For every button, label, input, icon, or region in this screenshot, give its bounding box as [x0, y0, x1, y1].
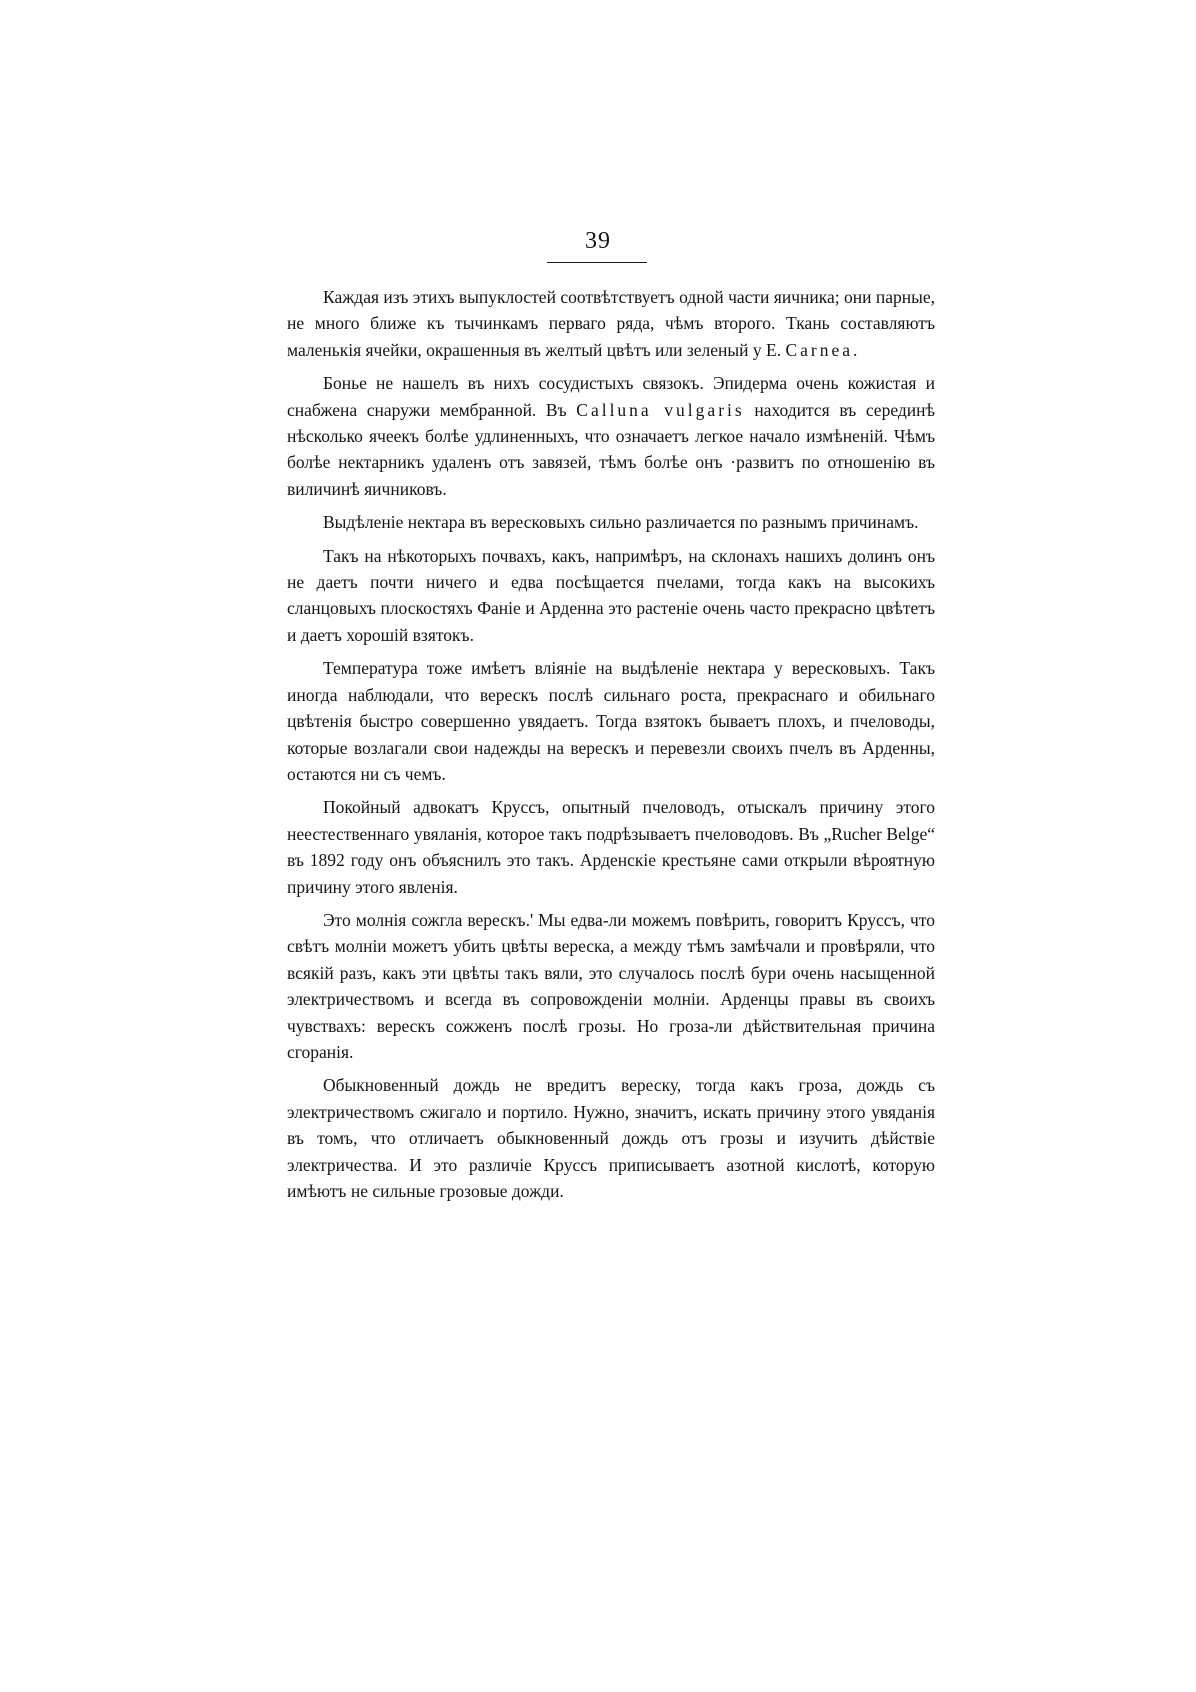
page-number-rule: [547, 262, 647, 263]
species-name: Calluna vulgaris: [576, 399, 745, 420]
species-name: Carnea: [785, 339, 854, 360]
text-run: Покойный адвокатъ Круссъ, опытный пчеловодъ, отыскалъ причину этого неестественнаго увяланія, которое такъ подрѣзываетъ пчеловодовъ. Въ „Rucher Belge“ въ 1892 году онъ объяснилъ это такъ. Арденскіе крестьяне сами открыли вѣроятную причину этого явленія.: [287, 797, 935, 897]
paragraph-6: [287, 794, 935, 900]
text-run: Обыкновенный дождь не вредитъ вереску, тогда какъ гроза, дождь съ электричествомъ сжигало и портило. Нужно, значитъ, искать причину этого увяданія въ томъ, что отличаетъ обыкновенный дождь отъ грозы и изучить дѣйствіе электричества. И это различіе Круссъ приписываетъ азотной кислотѣ, которую имѣютъ не сильные грозовые дожди.: [287, 1075, 935, 1201]
paragraph-2: [287, 370, 935, 502]
text-run: Такъ на нѣкоторыхъ почвахъ, какъ, напримѣръ, на склонахъ нашихъ долинъ онъ не даетъ почти ничего и едва посѣщается пчелами, тогда какъ на высокихъ сланцовыхъ плоскостяхъ Фаніе и Арденна это растеніе очень часто прекрасно цвѣтетъ и даетъ хорошій взятокъ.: [287, 545, 935, 645]
text-run: .: [853, 339, 858, 360]
text-run: Каждая изъ этихъ выпуклостей соотвѣтствуетъ одной части яичника; они парные, не много ближе къ тычинкамъ перваго ряда, чѣмъ второго. Ткань составляютъ маленькія ячейки, окрашенныя въ желтый цвѣтъ или зеленый у Е.: [287, 287, 935, 360]
text-run: Выдѣленіе нектара въ вересковыхъ сильно различается по разнымъ причинамъ.: [323, 512, 919, 533]
text-run: Бонье не нашелъ въ нихъ сосудистыхъ связокъ. Эпидерма очень кожистая и снабжена снаружи мембранной. Въ: [287, 373, 935, 420]
page-number: 39: [585, 228, 611, 254]
paragraph-1: [287, 284, 935, 363]
paragraph-4: [287, 543, 935, 649]
paragraph-5: [287, 655, 935, 787]
text-run: Температура тоже имѣетъ вліяніе на выдѣленіе нектара у вересковыхъ. Такъ иногда наблюдали, что верескъ послѣ сильнаго роста, прекраснаго и обильнаго цвѣтенія быстро совершенно увядаетъ. Тогда взятокъ бываетъ плохъ, и пчеловоды, которые возлагали свои надежды на верескъ и перевезли своихъ пчелъ въ Арденны, остаются ни съ чемъ.: [287, 658, 935, 784]
paragraph-7: [287, 907, 935, 1065]
paragraph-3: [287, 509, 935, 535]
text-run: находится въ серединѣ нѣсколько ячеекъ болѣе удлиненныхъ, что означаетъ легкое начало измѣненій. Чѣмъ болѣе нектарникъ удаленъ отъ завязей, тѣмъ болѣе онъ ·развитъ по отношенію въ виличинѣ яичниковъ.: [287, 399, 935, 499]
text-run: Это молнія сожгла верескъ.' Мы едва-ли можемъ повѣрить, говоритъ Круссъ, что свѣтъ молніи можетъ убить цвѣты вереска, а между тѣмъ замѣчали и провѣряли, что всякій разъ, какъ эти цвѣты такъ вяли, это случалось послѣ бури очень насыщенной электричествомъ и всегда въ сопровожденіи молніи. Арденцы правы въ своихъ чувствахъ: верескъ сожженъ послѣ грозы. Но гроза-ли дѣйствительная причина сгоранія.: [287, 909, 935, 1062]
paragraph-8: [287, 1072, 935, 1204]
text-body: [287, 284, 935, 1211]
